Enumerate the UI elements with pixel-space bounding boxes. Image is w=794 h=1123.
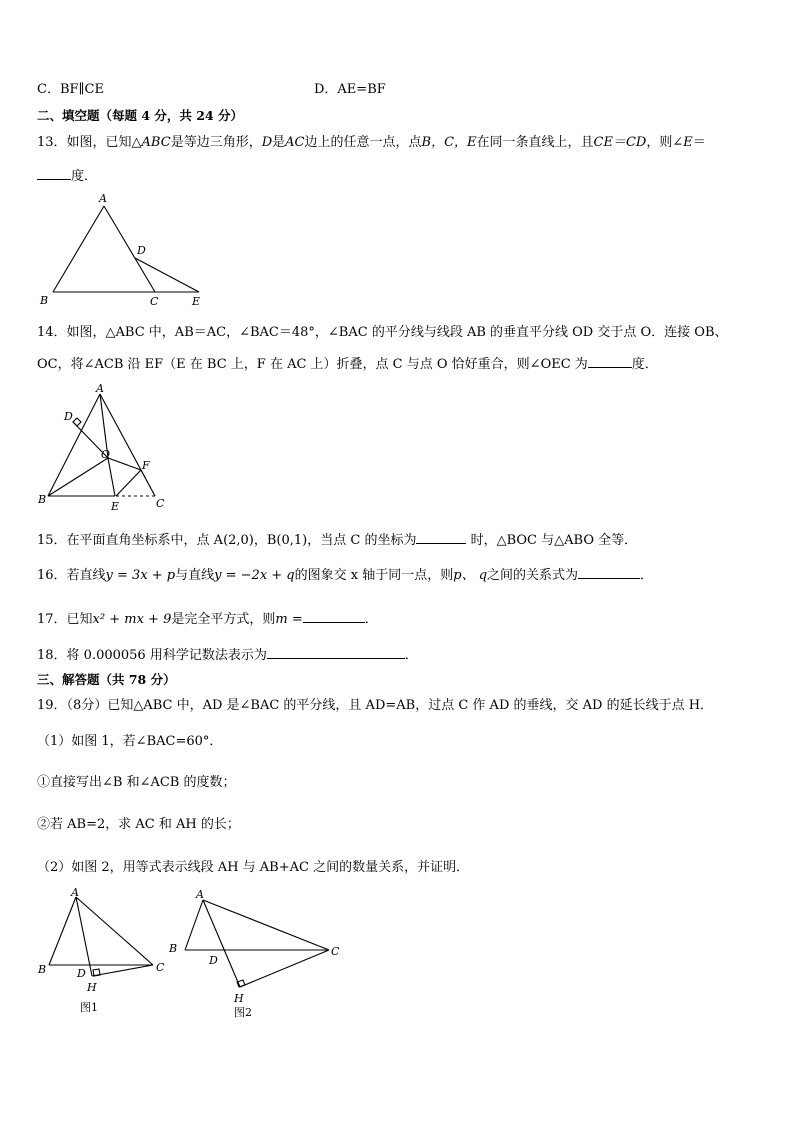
q13-line1: 13．如图，已知△ABC是等边三角形，D是AC边上的任意一点，点B，C，E在同一条直线上，且CE＝CD，则∠E＝	[37, 135, 706, 150]
fig2-label-c: C	[331, 945, 340, 958]
q19-line1: 19．（8分）已知△ABC 中，AD 是∠BAC 的平分线，且 AD=AB，过点 C 作 AD 的垂线，交 AD 的延长线于点 H．	[37, 698, 714, 713]
q13-figure	[36, 192, 216, 310]
q12-option-c: C．BF∥CE	[37, 82, 104, 97]
fig2-caption: 图2	[234, 1006, 252, 1019]
answer-blank	[37, 167, 71, 180]
q14-label-b: B	[38, 493, 47, 506]
q12-option-d: D．AE=BF	[314, 82, 386, 97]
q19-sub1: ①直接写出∠B 和∠ACB 的度数；	[37, 775, 236, 790]
q14-line1: 14．如图，△ABC 中，AB＝AC，∠BAC＝48°，∠BAC 的平分线与线段 AB 的垂直平分线 OD 交于点 O．连接 OB、	[37, 325, 728, 340]
q19-figure2	[164, 885, 344, 1025]
q19-sub2: ②若 AB=2，求 AC 和 AH 的长；	[37, 817, 240, 832]
answer-blank	[303, 610, 365, 623]
answer-blank	[588, 355, 632, 368]
q14-label-a: A	[96, 382, 104, 395]
q19-part2: （2）如图 2，用等式表示线段 AH 与 AB+AC 之间的数量关系，并证明．	[37, 860, 470, 875]
fig1-label-a: A	[71, 886, 79, 899]
fig1-label-h: H	[87, 981, 97, 994]
q13-label-d: D	[137, 244, 146, 257]
fig2-label-h: H	[234, 992, 244, 1005]
q14-label-f: F	[142, 459, 150, 472]
fig2-label-a: A	[196, 888, 204, 901]
q14-line2: OC，将∠ACB 沿 EF（E 在 BC 上，F 在 AC 上）折叠，点 C 与点 O 恰好重合，则∠OEC 为 度．	[37, 357, 658, 372]
q13-label-e: E	[192, 295, 201, 308]
q18-line: 18．将 0.000056 用科学记数法表示为 ．	[37, 648, 418, 663]
q13-line2: 度．	[37, 167, 97, 185]
q16-line: 16．若直线y = 3x + p与直线y = −2x + q的图象交 x 轴于同一点，则p、 q之间的关系式为 ．	[37, 568, 654, 583]
q17-line: 17．已知x² + mx + 9是完全平方式，则m = ．	[37, 612, 378, 627]
fig2-label-d: D	[209, 954, 218, 967]
q14-label-o: O	[101, 448, 111, 461]
answer-blank	[267, 646, 405, 659]
answer-blank	[416, 531, 466, 544]
q19-part1: （1）如图 1，若∠BAC=60°．	[37, 734, 223, 749]
answer-blank	[578, 566, 640, 579]
q14-label-e: E	[111, 500, 120, 513]
q13-label-a: A	[99, 192, 107, 205]
fig2-label-b: B	[169, 942, 178, 955]
q19-figure1	[36, 885, 176, 1020]
fig1-label-d: D	[77, 967, 86, 980]
q13-label-b: B	[40, 294, 49, 307]
q14-label-d: D	[64, 410, 73, 423]
q14-figure	[36, 382, 176, 512]
section2-title: 二、填空题（每题 4 分，共 24 分）	[37, 108, 244, 123]
fig1-label-c: C	[156, 961, 165, 974]
fig1-label-b: B	[38, 963, 47, 976]
q14-label-c: C	[156, 497, 165, 510]
q15-line: 15．在平面直角坐标系中，点 A(2,0)，B(0,1)，当点 C 的坐标为 时，△BOC 与△ABO 全等．	[37, 533, 638, 548]
fig1-caption: 图1	[80, 1001, 98, 1014]
q13-label-c: C	[150, 295, 159, 308]
section3-title: 三、解答题（共 78 分）	[37, 672, 176, 687]
